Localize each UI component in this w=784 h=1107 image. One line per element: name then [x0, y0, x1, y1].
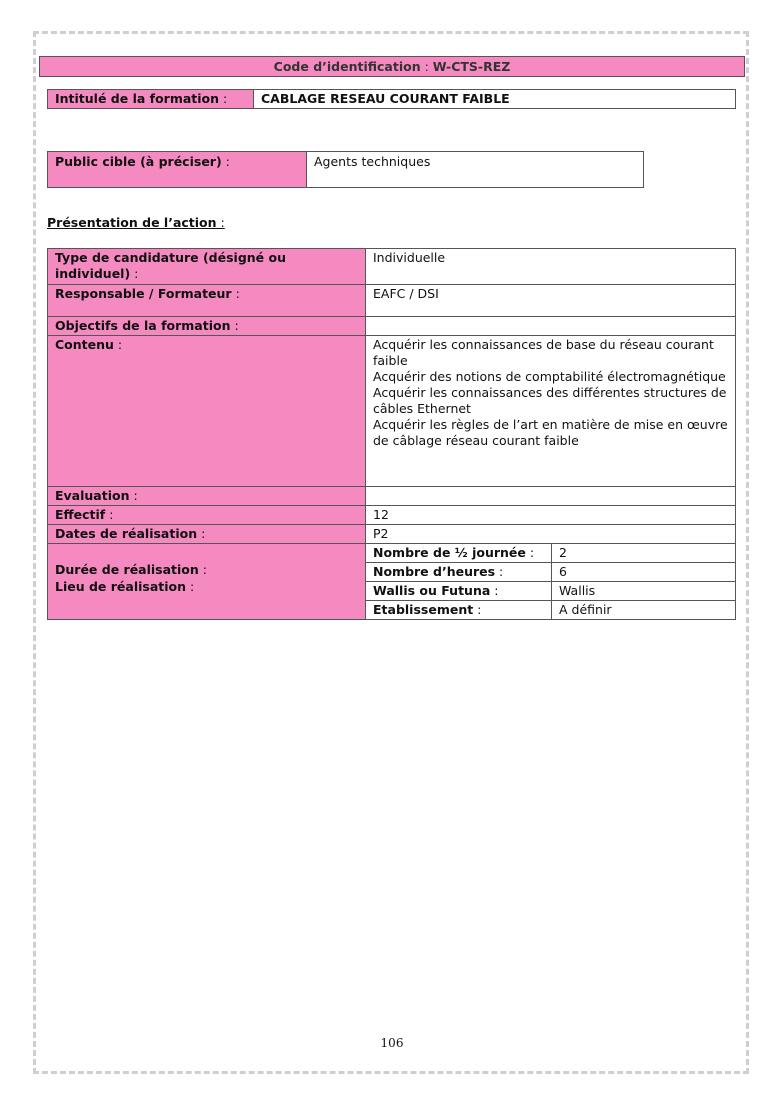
public-value-cell: [307, 152, 644, 188]
objectifs-colon: :: [230, 318, 239, 333]
heures-colon: :: [495, 564, 504, 579]
public-table: [47, 151, 644, 188]
etablissement-value: A définir: [559, 602, 612, 617]
duree-label: Durée de réalisation: [55, 562, 199, 577]
heures-value: 6: [559, 564, 567, 579]
etablissement-colon: :: [473, 602, 482, 617]
table-row: [48, 249, 736, 285]
presentation-title-sep: :: [216, 215, 225, 230]
evaluation-value-cell: [366, 487, 736, 506]
duree-colon: :: [198, 562, 207, 577]
responsable-value-cell: [366, 285, 736, 317]
lieu-label-wrap: [48, 578, 365, 595]
table-row: [48, 487, 736, 506]
effectif-value: 12: [373, 507, 389, 522]
wallis-label: Wallis ou Futuna: [373, 583, 491, 598]
public-sep: :: [221, 154, 230, 169]
responsable-colon: :: [231, 286, 240, 301]
wallis-value-cell: [552, 582, 736, 601]
contenu-line: Acquérir des notions de comptabilité électromagnétique: [373, 369, 726, 384]
dates-label-cell: [48, 525, 366, 544]
table-row: [48, 317, 736, 336]
dates-value: P2: [373, 526, 389, 541]
duree-label-wrap: [48, 561, 365, 578]
intitule-value-cell: [254, 90, 736, 109]
code-separator: :: [420, 59, 433, 74]
effectif-label: Effectif: [55, 507, 106, 522]
wallis-value: Wallis: [559, 583, 596, 598]
page-number: 106: [380, 1036, 404, 1050]
table-row: [48, 506, 736, 525]
public-value: Agents techniques: [314, 154, 431, 169]
heures-label: Nombre d’heures: [373, 564, 496, 579]
etablissement-label: Etablissement: [373, 602, 474, 617]
effectif-label-cell: [48, 506, 366, 525]
presentation-title: [47, 215, 225, 230]
demi-journee-label: Nombre de ½ journée: [373, 545, 526, 560]
type-colon: :: [130, 266, 139, 281]
heures-value-cell: [552, 563, 736, 582]
lieu-label: Lieu de réalisation: [55, 579, 187, 594]
demi-journee-colon: :: [525, 545, 535, 560]
table-row: [48, 336, 736, 487]
demi-journee-label-cell: [366, 544, 552, 563]
contenu-line: Acquérir les connaissances de base du réseau courant faible: [373, 337, 714, 368]
public-label-cell: [48, 152, 307, 188]
table-row: [48, 544, 736, 563]
dates-value-cell: [366, 525, 736, 544]
type-label-cell: [48, 249, 366, 285]
action-table: [47, 248, 736, 620]
contenu-line: Acquérir les règles de l’art en matière de mise en œuvre de câblage réseau courant faible: [373, 417, 728, 448]
table-row: [48, 525, 736, 544]
intitule-value: CABLAGE RESEAU COURANT FAIBLE: [261, 91, 510, 106]
code-label: Code d’identification: [273, 59, 421, 74]
contenu-colon: :: [113, 337, 123, 352]
contenu-label: Contenu: [55, 337, 114, 352]
dates-label: Dates de réalisation: [55, 526, 198, 541]
code-value: W-CTS-REZ: [432, 59, 511, 74]
public-label: Public cible (à préciser): [55, 154, 222, 169]
etablissement-value-cell: [552, 601, 736, 620]
intitule-label-cell: [48, 90, 254, 109]
intitule-sep: :: [219, 91, 228, 106]
demi-journee-value: 2: [559, 545, 567, 560]
identification-code-bar: [39, 56, 745, 77]
demi-journee-value-cell: [552, 544, 736, 563]
type-label: Type de candidature (désigné ou individuel): [55, 250, 286, 281]
duree-lieu-label-cell: [48, 544, 366, 620]
objectifs-label: Objectifs de la formation: [55, 318, 231, 333]
contenu-value-cell: [366, 336, 736, 487]
responsable-value: EAFC / DSI: [373, 286, 439, 301]
responsable-label-cell: [48, 285, 366, 317]
wallis-label-cell: [366, 582, 552, 601]
heures-label-cell: [366, 563, 552, 582]
table-row: [48, 285, 736, 317]
contenu-line: Acquérir les connaissances des différentes structures de câbles Ethernet: [373, 385, 727, 416]
objectifs-label-cell: [48, 317, 366, 336]
type-value-cell: [366, 249, 736, 285]
contenu-label-cell: [48, 336, 366, 487]
lieu-colon: :: [186, 579, 195, 594]
effectif-value-cell: [366, 506, 736, 525]
etablissement-label-cell: [366, 601, 552, 620]
evaluation-label: Evaluation: [55, 488, 130, 503]
effectif-colon: :: [105, 507, 114, 522]
responsable-label: Responsable / Formateur: [55, 286, 232, 301]
evaluation-label-cell: [48, 487, 366, 506]
dates-colon: :: [197, 526, 206, 541]
type-value: Individuelle: [373, 250, 446, 265]
intitule-table: [47, 89, 736, 109]
intitule-label: Intitulé de la formation: [55, 91, 220, 106]
evaluation-colon: :: [129, 488, 138, 503]
wallis-colon: :: [490, 583, 499, 598]
objectifs-value-cell: [366, 317, 736, 336]
presentation-title-text: Présentation de l’action: [47, 215, 217, 230]
